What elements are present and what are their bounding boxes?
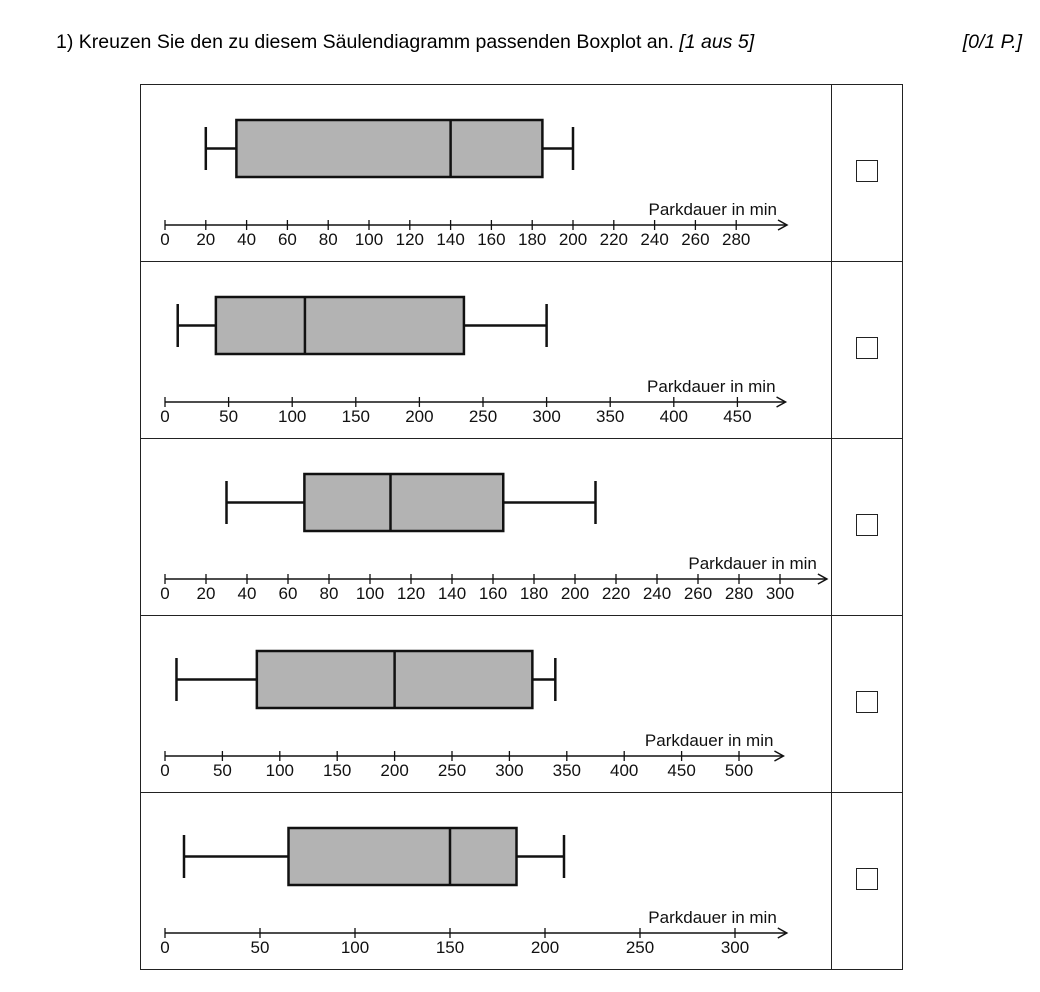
x-tick-label: 0 <box>160 230 170 249</box>
x-axis-label: Parkdauer in min <box>647 377 776 396</box>
x-tick-label: 20 <box>196 230 216 249</box>
x-tick-label: 350 <box>552 761 581 780</box>
x-axis-label: Parkdauer in min <box>644 731 774 750</box>
boxplot-2 <box>141 262 831 438</box>
boxplot-cell <box>141 85 832 262</box>
option-5-checkbox[interactable] <box>856 868 878 890</box>
x-tick-label: 400 <box>659 407 688 426</box>
option-3-checkbox[interactable] <box>856 514 878 536</box>
x-tick-label: 0 <box>160 407 170 426</box>
x-tick-label: 0 <box>160 761 170 780</box>
x-tick-label: 180 <box>518 230 547 249</box>
checkbox-cell <box>832 262 903 439</box>
checkbox-cell <box>832 616 903 793</box>
x-tick-label: 500 <box>724 761 754 780</box>
x-tick-label: 50 <box>250 938 270 957</box>
x-tick-label: 0 <box>160 938 170 957</box>
x-tick-label: 450 <box>723 407 752 426</box>
x-tick-label: 120 <box>396 584 426 603</box>
x-tick-label: 100 <box>354 230 384 249</box>
x-tick-label: 200 <box>405 407 434 426</box>
x-tick-label: 80 <box>318 230 338 249</box>
boxplot-cell <box>141 616 832 793</box>
x-tick-label: 150 <box>323 761 352 780</box>
x-tick-label: 300 <box>765 584 795 603</box>
x-tick-label: 280 <box>724 584 754 603</box>
x-tick-label: 220 <box>601 584 631 603</box>
question-header <box>56 31 1026 54</box>
x-tick-label: 200 <box>560 584 590 603</box>
x-tick-label: 200 <box>530 938 560 957</box>
answer-options-table <box>140 84 903 970</box>
option-row <box>141 793 903 970</box>
x-tick-label: 280 <box>722 230 751 249</box>
iqr-box <box>304 474 503 531</box>
x-tick-label: 40 <box>237 230 257 249</box>
iqr-box <box>216 297 464 354</box>
x-tick-label: 220 <box>599 230 628 249</box>
x-axis-label: Parkdauer in min <box>648 200 777 219</box>
x-tick-label: 50 <box>219 407 239 426</box>
x-tick-label: 80 <box>319 584 339 603</box>
x-tick-label: 200 <box>380 761 409 780</box>
question-points: [0/1 P.] <box>962 31 1022 53</box>
x-tick-label: 250 <box>437 761 467 780</box>
x-tick-label: 240 <box>640 230 669 249</box>
x-tick-label: 140 <box>436 230 465 249</box>
option-1-checkbox[interactable] <box>856 160 878 182</box>
option-4-checkbox[interactable] <box>856 691 878 713</box>
question-hint: [1 aus 5] <box>679 31 755 53</box>
x-tick-label: 0 <box>160 584 170 603</box>
x-tick-label: 40 <box>237 584 257 603</box>
checkbox-cell <box>832 85 903 262</box>
option-row <box>141 439 903 616</box>
x-tick-label: 450 <box>667 761 696 780</box>
checkbox-cell <box>832 439 903 616</box>
checkbox-cell <box>832 793 903 970</box>
boxplot-cell <box>141 793 832 970</box>
x-axis-label: Parkdauer in min <box>648 908 777 927</box>
option-2-checkbox[interactable] <box>856 337 878 359</box>
x-tick-label: 260 <box>681 230 710 249</box>
boxplot-4 <box>141 616 831 792</box>
question-number: 1) <box>56 31 74 53</box>
boxplot-cell <box>141 439 832 616</box>
option-row <box>141 262 903 439</box>
x-tick-label: 150 <box>435 938 465 957</box>
x-tick-label: 160 <box>478 584 508 603</box>
x-tick-label: 150 <box>341 407 370 426</box>
x-tick-label: 100 <box>278 407 307 426</box>
x-tick-label: 120 <box>395 230 424 249</box>
boxplot-cell <box>141 262 832 439</box>
boxplot-5 <box>141 793 831 969</box>
x-tick-label: 350 <box>596 407 625 426</box>
x-tick-label: 100 <box>340 938 370 957</box>
x-tick-label: 180 <box>519 584 549 603</box>
x-tick-label: 300 <box>532 407 561 426</box>
x-tick-label: 50 <box>212 761 232 780</box>
boxplot-1 <box>141 85 831 261</box>
option-row <box>141 616 903 793</box>
x-tick-label: 250 <box>625 938 655 957</box>
x-tick-label: 160 <box>477 230 506 249</box>
question-text: Kreuzen Sie den zu diesem Säulendiagramm passenden Boxplot an. <box>78 31 674 53</box>
x-tick-label: 140 <box>437 584 467 603</box>
x-tick-label: 100 <box>265 761 294 780</box>
x-tick-label: 400 <box>610 761 639 780</box>
iqr-box <box>236 120 542 177</box>
option-row <box>141 85 903 262</box>
x-axis-label: Parkdauer in min <box>688 554 817 573</box>
x-tick-label: 100 <box>355 584 385 603</box>
x-tick-label: 240 <box>642 584 672 603</box>
x-tick-label: 260 <box>683 584 713 603</box>
x-tick-label: 20 <box>196 584 216 603</box>
x-tick-label: 300 <box>495 761 524 780</box>
iqr-box <box>289 828 517 885</box>
boxplot-3 <box>141 439 831 615</box>
x-tick-label: 200 <box>558 230 588 249</box>
x-tick-label: 250 <box>468 407 498 426</box>
x-tick-label: 60 <box>277 230 297 249</box>
x-tick-label: 300 <box>720 938 750 957</box>
x-tick-label: 60 <box>278 584 298 603</box>
